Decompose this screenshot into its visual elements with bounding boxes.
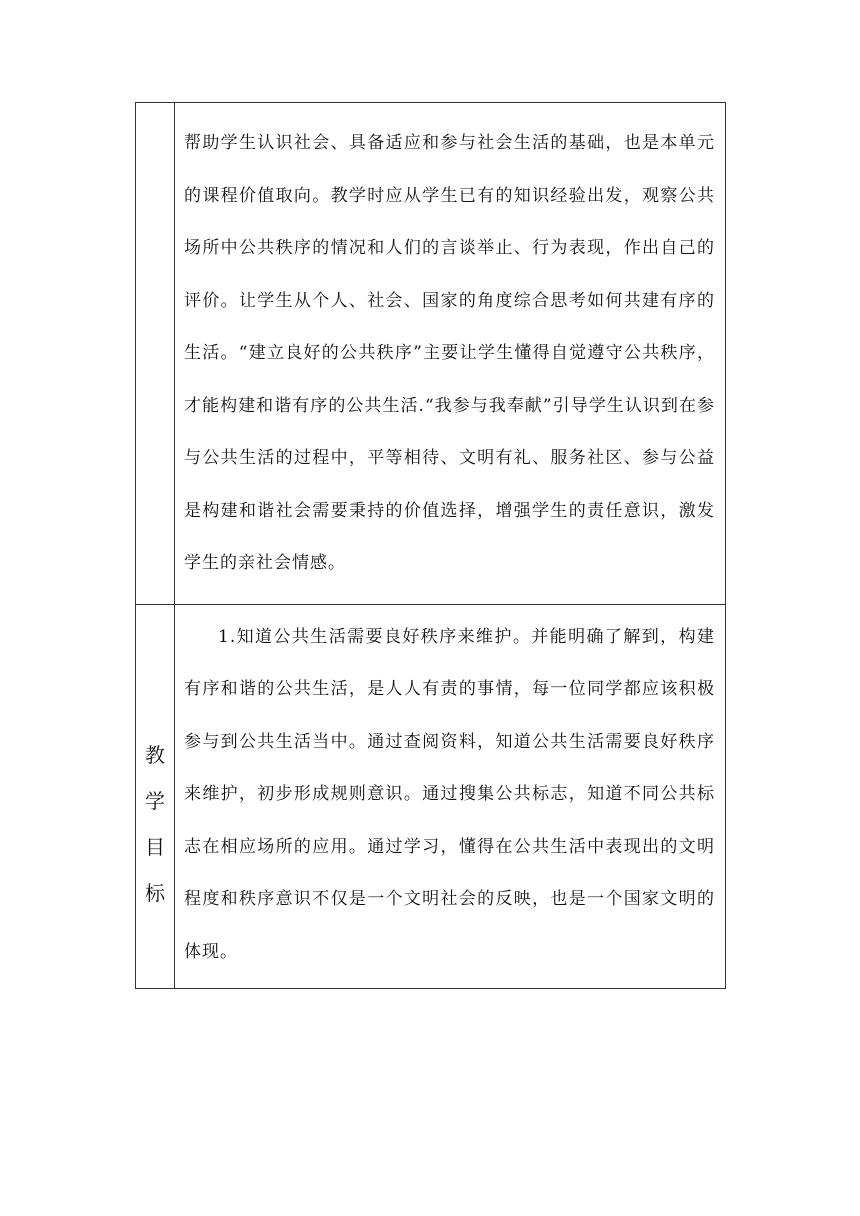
lesson-plan-table	[135, 102, 726, 989]
row-label-cell-teaching-goals	[136, 604, 175, 989]
teaching-goals-paragraph: 1.知道公共生活需要良好秩序来维护。并能明确了解到，构建有序和谐的公共生活，是人人有责的事情，每一位同学都应该积极参与到公共生活当中。通过查阅资料，知道公共生活需要良好秩序来维护，初步形成规则意识。通过搜集公共标志，知道不同公共标志在相应场所的应用。通过学习，懂得在公共生活中表现出的文明程度和秩序意识不仅是一个文明社会的反映，也是一个国家文明的体现。	[184, 626, 715, 962]
row-body-cell	[175, 103, 726, 605]
table-row-teaching-goals	[136, 604, 726, 989]
table-row-course-value	[136, 103, 726, 605]
teaching-goals-label: 教学目标	[145, 743, 165, 906]
row-body-cell	[175, 604, 726, 989]
course-value-paragraph: 帮助学生认识社会、具备适应和参与社会生活的基础，也是本单元的课程价值取向。教学时应从学生已有的知识经验出发，观察公共场所中公共秩序的情况和人们的言谈举止、行为表现，作出自己的评价。让学生从个人、社会、国家的角度综合思考如何共建有序的生活。“建立良好的公共秩序”主要让学生懂得自觉遵守公共秩序，才能构建和谐有序的公共生活.“我参与我奉献”引导学生认识到在参与公共生活的过程中，平等相待、文明有礼、服务社区、参与公益是构建和谐社会需要秉持的价值选择，增强学生的责任意识，激发学生的亲社会情感。	[184, 133, 715, 573]
row-label-cell-empty	[136, 103, 175, 605]
